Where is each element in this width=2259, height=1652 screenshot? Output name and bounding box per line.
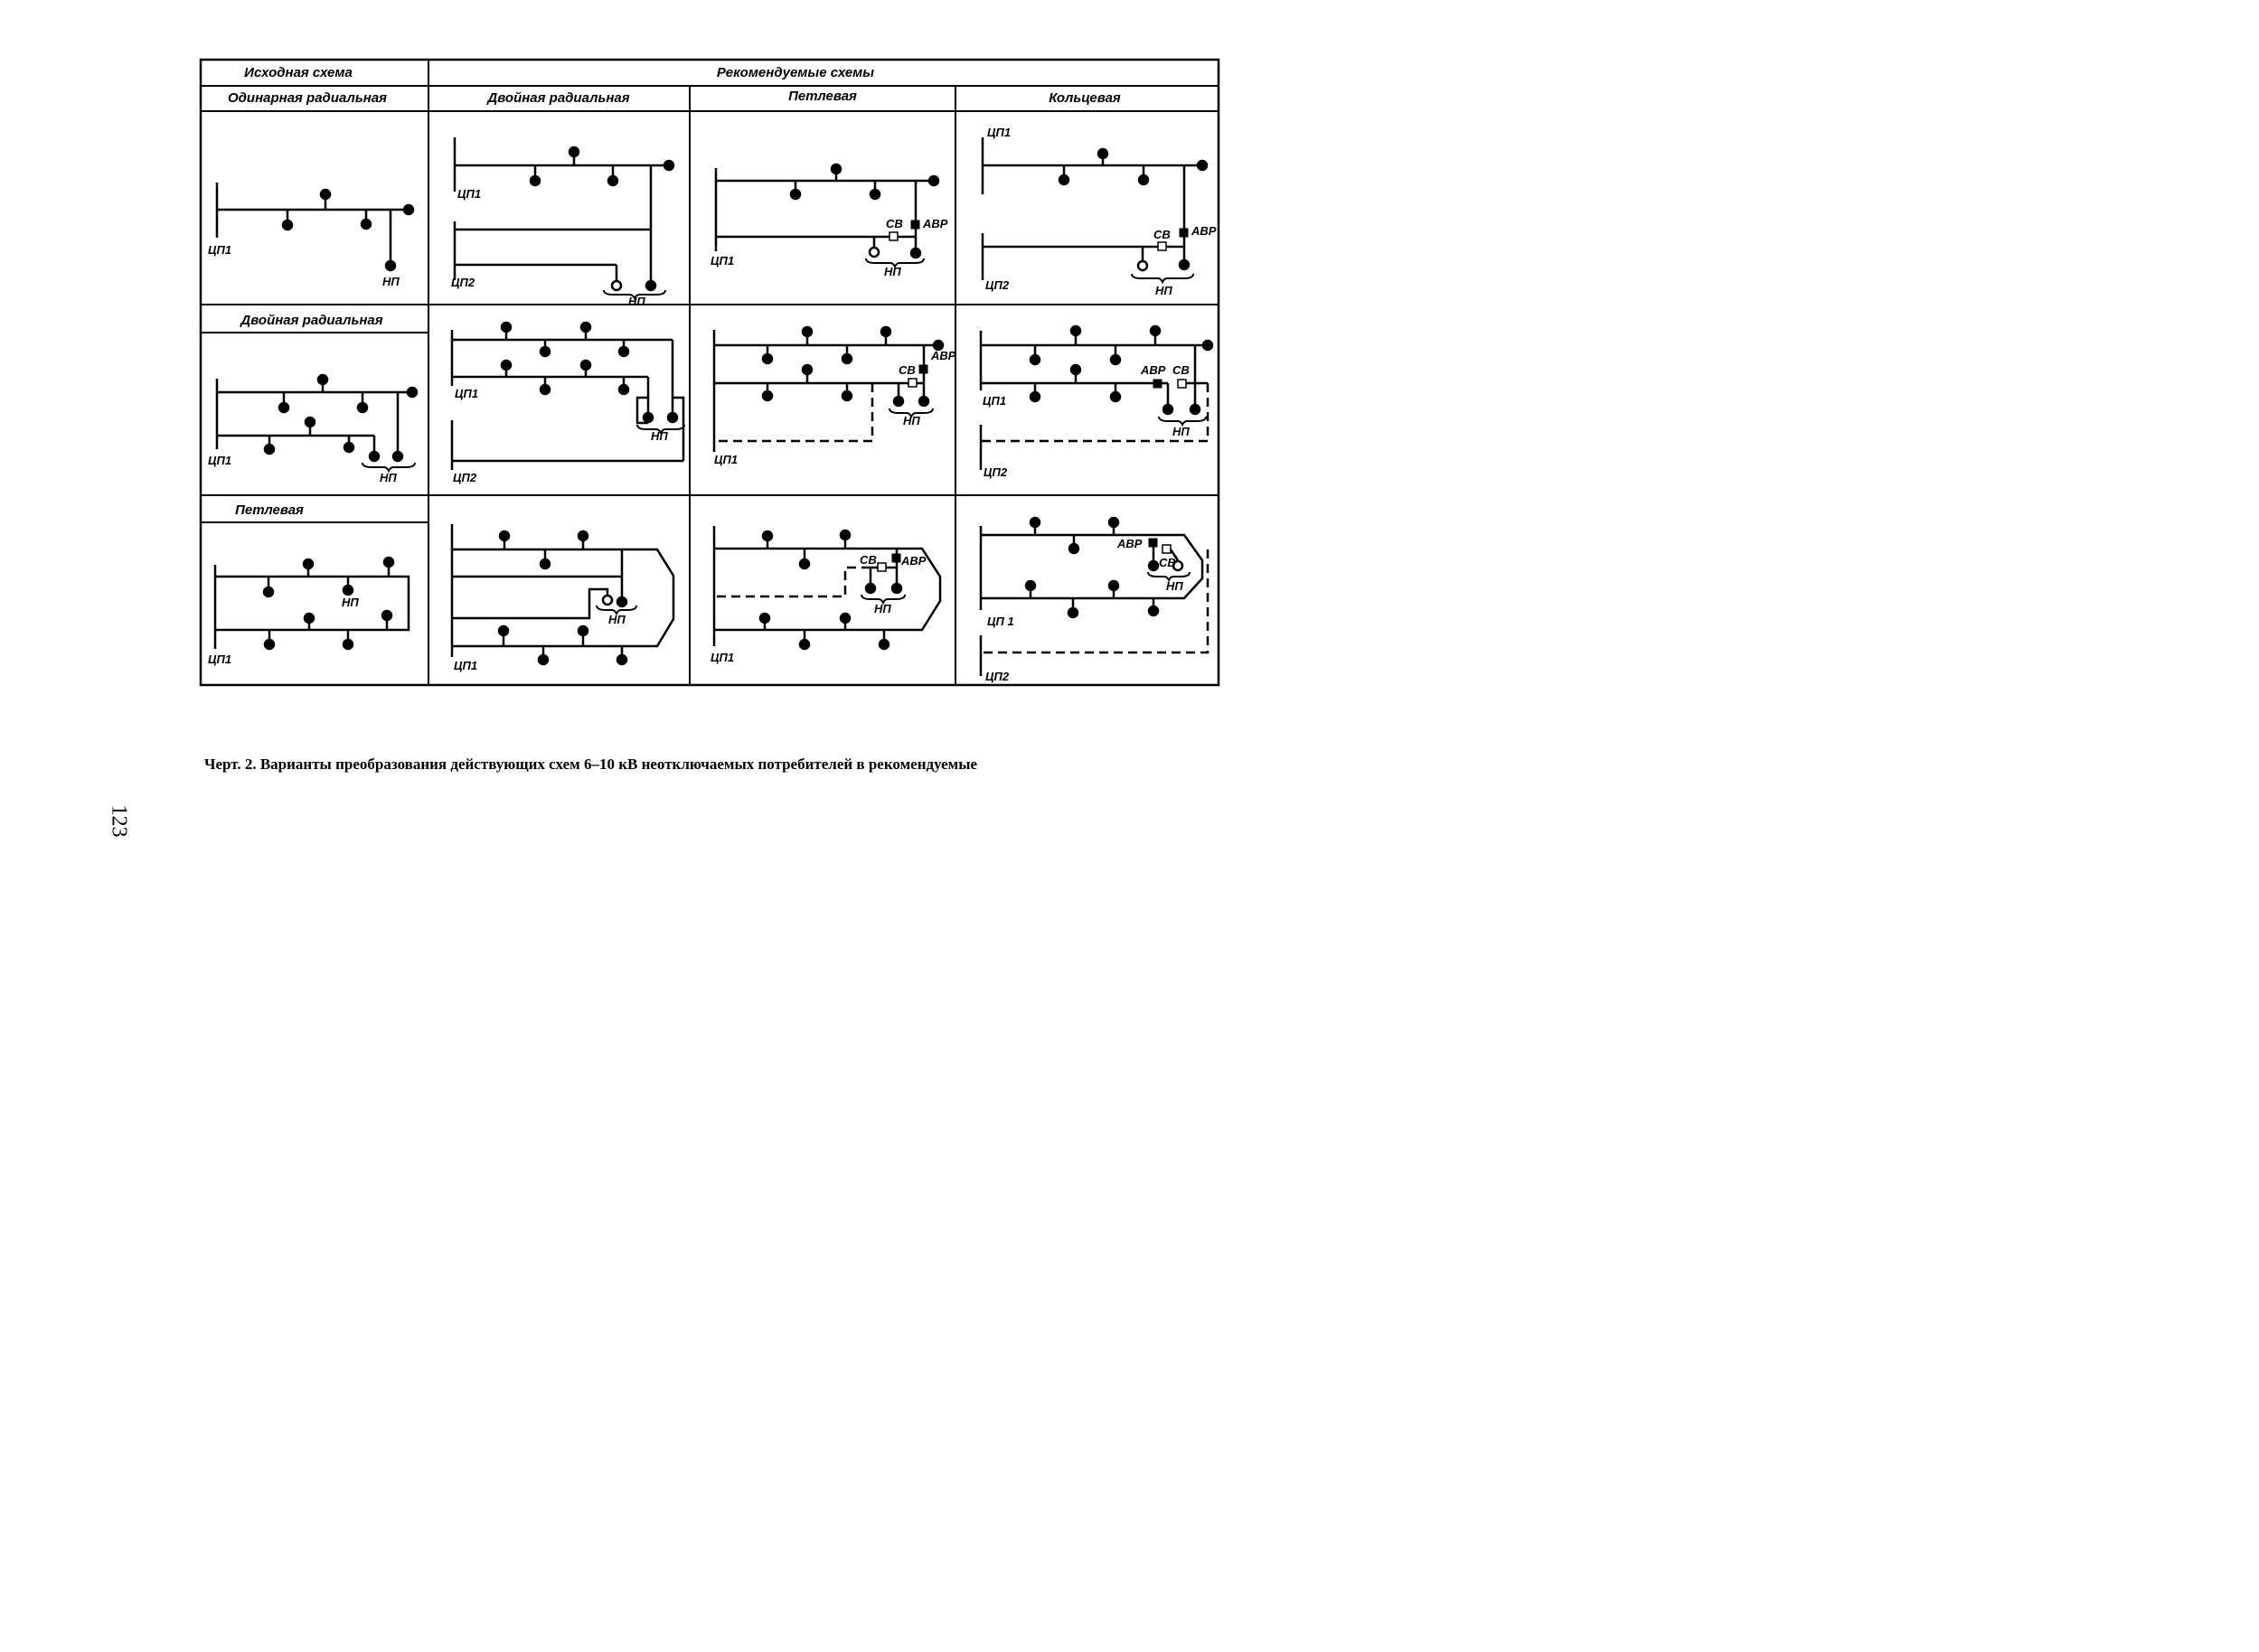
np-brace: [362, 463, 415, 471]
label-sv: СВ: [1159, 556, 1176, 569]
label-avr: АВР: [1141, 363, 1166, 377]
label-avr: АВР: [901, 554, 927, 568]
diagram-double-radial-from-loop: [452, 524, 673, 664]
label-avr: АВР: [923, 217, 948, 230]
np-brace: [1159, 417, 1206, 425]
label-cp1: ЦП1: [457, 187, 482, 201]
label-sv: СВ: [860, 553, 877, 567]
diagram-loop-from-single: [716, 164, 938, 258]
diagram-double-radial-from-single: [455, 137, 673, 290]
diagram-single-radial: [217, 183, 413, 270]
label-cp2: ЦП2: [985, 278, 1010, 292]
label-avr: АВР: [1117, 537, 1143, 550]
label-np: НП: [884, 265, 901, 278]
diagram-loop-from-double: [714, 327, 943, 452]
row2-source-label: Двойная радиальная: [240, 313, 383, 328]
column-header-loop: Петлевая: [788, 89, 857, 104]
page-number: 123: [107, 804, 131, 838]
label-cp1: ЦП1: [983, 394, 1007, 408]
label-np: НП: [1166, 579, 1183, 593]
header-recommended: Рекомендуемые схемы: [716, 65, 875, 80]
diagram-ring-from-double: [981, 326, 1212, 470]
diagram-double-radial-source: [217, 375, 417, 461]
label-cp1: ЦП1: [711, 254, 735, 268]
label-cp2: ЦП2: [453, 471, 477, 484]
header-source: Исходная схема: [244, 65, 353, 80]
diagram-double-radial-from-double: [452, 323, 683, 470]
label-cp1: ЦП 1: [987, 615, 1014, 628]
label-cp1: ЦП1: [208, 454, 232, 467]
schemes-table: [0, 0, 1408, 1014]
diagram-loop-source: [215, 558, 409, 649]
label-np: НП: [380, 471, 397, 484]
label-np: НП: [628, 295, 645, 308]
label-sv: СВ: [1172, 363, 1190, 377]
label-np: НП: [608, 613, 626, 626]
label-np: НП: [1155, 284, 1172, 297]
diagram-ring-from-loop: [981, 518, 1208, 676]
label-cp2: ЦП2: [985, 670, 1010, 683]
label-sv: СВ: [886, 217, 903, 230]
label-cp1: ЦП1: [987, 126, 1012, 139]
label-np: НП: [903, 414, 920, 427]
figure-caption: Черт. 2. Варианты преобразования действующих схем 6–10 кВ неотключаемых потребителей в рекомендуемые: [204, 756, 978, 773]
label-cp1: ЦП1: [454, 659, 478, 672]
label-avr: АВР: [1191, 224, 1217, 238]
label-cp1: ЦП1: [208, 652, 232, 666]
label-sv: СВ: [1153, 228, 1171, 241]
np-brace: [1132, 274, 1193, 282]
diagram-loop-from-loop: [714, 526, 940, 649]
diagram-ring-from-single: [983, 137, 1207, 280]
column-header-double-radial: Двойная радиальная: [487, 90, 630, 106]
label-np: НП: [1172, 425, 1190, 438]
label-avr: АВР: [931, 349, 956, 362]
label-cp2: ЦП2: [451, 276, 475, 289]
row3-source-label: Петлевая: [235, 502, 304, 518]
label-np: НП: [874, 602, 891, 615]
row1-source-label: Одинарная радиальная: [227, 90, 388, 106]
label-np: НП: [382, 275, 400, 288]
label-cp1: ЦП1: [711, 651, 735, 664]
label-np: НП: [651, 429, 668, 443]
label-sv: СВ: [899, 363, 916, 377]
label-cp1: ЦП1: [455, 387, 479, 400]
label-np: НП: [342, 596, 359, 609]
column-header-ring: Кольцевая: [1049, 90, 1121, 106]
label-cp1: ЦП1: [714, 453, 739, 466]
label-cp1: ЦП1: [208, 243, 232, 257]
label-cp2: ЦП2: [984, 465, 1008, 479]
